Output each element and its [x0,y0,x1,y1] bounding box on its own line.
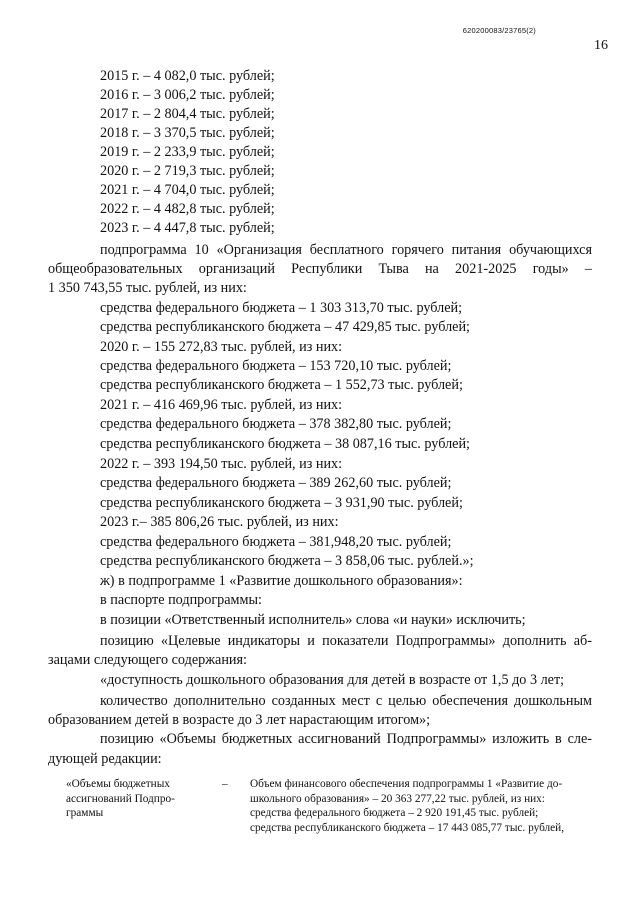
text-line: количество дополнительно созданных мест с целью обеспечения дошкольным [100,693,592,709]
text-line: средства федерального бюджета – 153 720,10 тыс. рублей; [100,358,452,374]
text-line: средства федерального бюджета – 381,948,20 тыс. рублей; [100,534,452,550]
table-right-text: школьного образования» – 20 363 277,22 тыс. рублей, из них: [250,792,545,805]
text-line: 2020 г. – 155 272,83 тыс. рублей, из них: [100,339,343,355]
text-line: 2022 г. – 4 482,8 тыс. рублей; [100,201,275,217]
text-line: позицию «Целевые индикаторы и показатели Подпрограммы» дополнить аб- [100,633,592,649]
text-line: 2020 г. – 2 719,3 тыс. рублей; [100,163,275,179]
text-line: средства республиканского бюджета – 3 858,06 тыс. рублей.»; [100,553,474,569]
table-left-label: «Объемы бюджетных [66,778,170,790]
text-line: 2019 г. – 2 233,9 тыс. рублей; [100,144,275,160]
text-line: дующей редакции: [48,751,162,767]
text-line: средства республиканского бюджета – 1 552,73 тыс. рублей; [100,377,463,393]
table-left-label: ассигнований Подпро- [66,792,175,805]
text-line: средства республиканского бюджета – 38 087,16 тыс. рублей; [100,436,470,452]
text-line: зацами следующего содержания: [48,652,247,668]
table-right-text: средства республиканского бюджета – 17 443 085,77 тыс. рублей, [250,821,565,834]
text-line: позицию «Объемы бюджетных ассигнований Подпрограммы» изложить в сле- [100,731,592,747]
text-line: 2017 г. – 2 804,4 тыс. рублей; [100,106,275,122]
text-line: «доступность дошкольного образования для детей в возрасте от 1,5 до 3 лет; [100,672,565,688]
text-line: подпрограмма 10 «Организация бесплатного горячего питания обучающихся [100,242,592,258]
text-line: средства республиканского бюджета – 47 429,85 тыс. рублей; [100,319,470,335]
text-line: 2022 г. – 393 194,50 тыс. рублей, из них: [100,456,343,472]
text-line: 2018 г. – 3 370,5 тыс. рублей; [100,125,275,141]
text-line: 2021 г. – 4 704,0 тыс. рублей; [100,182,275,198]
table-dash: – [222,778,228,790]
text-line: ж) в подпрограмме 1 «Развитие дошкольного образования»: [100,573,463,589]
page-number: 16 [594,38,608,53]
document-id: 620200083/23765(2) [462,26,536,35]
text-line: 2023 г. – 4 447,8 тыс. рублей; [100,220,275,236]
text-line: средства федерального бюджета – 378 382,80 тыс. рублей; [100,416,452,432]
text-line: 1 350 743,55 тыс. рублей, из них: [48,280,247,296]
table-right-text: средства федерального бюджета – 2 920 191,45 тыс. рублей; [250,807,539,820]
text-line: 2015 г. – 4 082,0 тыс. рублей; [100,68,275,84]
text-line: 2021 г. – 416 469,96 тыс. рублей, из них: [100,397,343,413]
text-line: в позиции «Ответственный исполнитель» слова «и науки» исключить; [100,612,526,628]
table-left-label: граммы [66,807,104,820]
table-right-text: Объем финансового обеспечения подпрограммы 1 «Развитие до- [250,778,563,790]
text-line: средства федерального бюджета – 389 262,60 тыс. рублей; [100,475,452,491]
text-line: 2016 г. – 3 006,2 тыс. рублей; [100,87,275,103]
text-line: общеобразовательных организаций Республики Тыва на 2021-2025 годы» – [48,261,592,277]
text-line: в паспорте подпрограммы: [100,592,262,608]
text-line: средства республиканского бюджета – 3 931,90 тыс. рублей; [100,495,463,511]
text-line: 2023 г.– 385 806,26 тыс. рублей, из них: [100,514,339,530]
text-line: средства федерального бюджета – 1 303 313,70 тыс. рублей; [100,300,463,316]
text-line: образованием детей в возрасте до 3 лет нарастающим итогом»; [48,712,431,728]
